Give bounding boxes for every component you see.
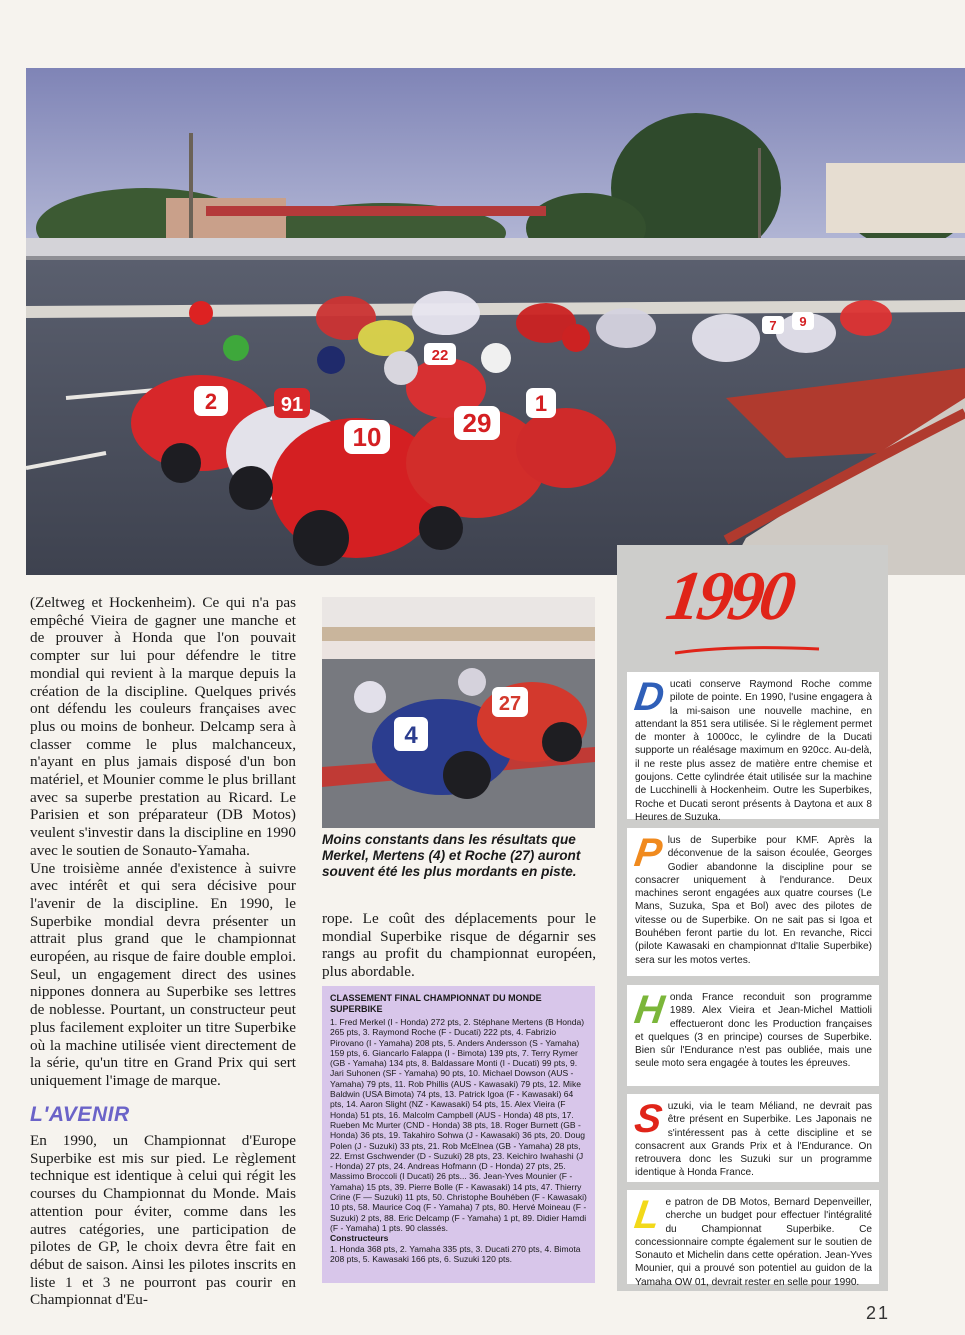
article-column-1 [30,594,296,1090]
page-number: 21 [866,1303,891,1323]
results-constructors: 1. Honda 368 pts, 2. Yamaha 335 pts, 3. Ducati 270 pts, 4. Bimota 208 pts, 5. Kawasaki 166 pts, 6. Suzuki 120 pts. [330,1243,581,1264]
hero-bike-number [194,386,228,416]
article-paragraph: Une troisième année d'existence à suivre avec intérêt et qui sera décisive pour l'avenir de la discipline. En 1990, le Superbike mondial devra présenter un attrait plus grand que le championnat européen, au risque de faire double emploi. Seul, un engagement direct des usines nippones donnera au Superbike ses lettres de noblesse. Pourtant, un constructeur peut plus facilement exploiter un titre Superbike où la machine utilisée vient directement de la série, qu'un titre en Grand Prix qui sert uniquement l'image de marque. [30,859,296,1089]
team-block-suzuki [627,1094,879,1182]
photo-bike-number [394,717,428,751]
article-column-1-continued [30,1132,296,1309]
team-block-text: ucati conserve Raymond Roche comme pilote de pointe. En 1990, l'usine engagera à la mi-saison une nouvelle machine, en attendant la 851 sera utilisée. Si le règlement permet de monter à 1000cc, le cylindre de la Ducati supporte un réalésage maximum en 920cc. Au-delà, il ne reste plus assez de matière entre chemise et goujons. Cette cylindrée était utilisée sur la machine de Lucchinelli à Hockenheim. Outre les Superbikes, Roche et Ducati seront présents à Daytona et aux 8 Heures de Suzuka. [635,679,872,823]
photo-caption: Moins constants dans les résultats que Merkel, Mertens (4) et Roche (27) auront souvent été les plus mordants en piste. [322,832,581,879]
svg-text:7: 7 [769,318,777,333]
article-paragraph: rope. Le coût des déplacements pour le mondial Superbike risque de dégarnir ses rangs au profit du championnat européen, plus abordable. [322,910,596,981]
svg-text:91: 91 [280,394,304,416]
article-paragraph: En 1990, un Championnat d'Europe Superbike est mis sur pied. Le règlement technique est identique à celui qui régit les courses du Championnat du Monde. Mais attention pour éviter, comme dans les autres catégories, une participation de pilotes de GP, le choix devra être fait en début de saison. Ainsi les pilotes inscrits en liste 1 et 3 ne pourront pas courir en Championnat d'Eu- [30,1132,296,1309]
results-riders: 1. Fred Merkel (I - Honda) 272 pts, 2. Stéphane Mertens (B Honda) 265 pts, 3. Raymond Roche (F - Ducati) 222 pts, 4. Fabrizio Pirovano (I - Yamaha) 208 pts, 5. Anders Andersson (S - Yamaha) 159 pts, 6. Giancarlo Falappa (I - Bimota) 139 pts, 7. Terry Rymer (GB - Yamaha) 134 pts, 8. Baldassare Monti (I - Ducati) 99 pts, 9. Jari Suhonen (SF - Yamaha) 90 pts, 10. Michael Dowson (AUS - Yamaha) 79 pts, 11. Rob Phillis (AUS - Kawasaki) 79 pts, 12. Mike Baldwin (USA Bimota) 74 pts, 13. Patrick Igoa (F - Kawasaki) 64 pts, 14. Aaron Slight (NZ - Kawasaki) 54 pts, 15. Alex Vieira (F Honda) 51 pts, 16. Malcolm Campbell (AUS - Honda) 48 pts, 17. Rueben Mc Murter (CND - Honda) 38 pts, 18. Roger Burnett (GB - Honda) 36 pts, 19. Takahiro Sohwa (J - Kawasaki) 36 pts, 20. Doug Polen (J - Suzuki) 33 pts, 21. Rob McElnea (GB - Yamaha) 28 pts, 22. Ernst Gschwender (D - Suzuki) 28 pts, 23. Keichiro Iwahashi (J - Honda) 27 pts, 24. Andreas Hofmann (D - Honda) 27 pts, 25. Massimo Broccoli (I Ducati) 26 pts... 36. Jean-Yves Mounier (F - Yamaha) 15 pts, 39. Pierre Bolle (F - Kawasaki) 14 pts, 47. Thierry Crine (F — Suzuki) 11 pts, 50. Christophe Bouhében (F - Kawasaki) 10 pts, 58. Maurice Coq (F - Yamaha) 7 pts, 80. Hervé Moineau (F - Suzuki) 2 pts, 88. Eric Delcamp (F - Yamaha) 1 pt, 89. Didier Hamdi (F - Yamaha) 1 pts. 90 classés. [330,1017,587,1233]
photo-bike-number [492,687,528,717]
sidebar-1990 [617,545,888,1291]
hero-bike-number [762,316,784,334]
race-detail-photo [322,597,595,828]
results-constructors-label: Constructeurs [330,1233,389,1244]
svg-text:29: 29 [462,408,492,438]
drop-cap: S [631,1097,665,1141]
team-block-kawasaki [627,828,879,976]
drop-cap: P [631,831,665,875]
article-column-2 [322,910,596,981]
results-box [322,986,595,1283]
svg-text:4: 4 [404,722,418,749]
svg-text:2: 2 [204,389,218,414]
drop-cap: H [631,988,667,1032]
hero-bike-number [424,343,456,365]
section-heading: L'AVENIR [30,1103,130,1126]
hero-bike-number [344,420,390,454]
hero-bike-number [274,388,310,418]
hero-bike-number [454,406,500,440]
team-block-text: uzuki, via le team Méliand, ne devrait pas être présent en Superbike. Les Japonais ne s'intéressent pas à cette discipline et se consacrent aux Grands Prix et à l'Endurance. On retrouvera donc les Suzuki sur un programme identique à Honda France. [635,1101,872,1179]
team-block-db-motos [627,1190,879,1288]
svg-text:10: 10 [352,422,382,452]
svg-text:9: 9 [799,314,807,329]
svg-text:27: 27 [498,693,522,715]
team-block-text: lus de Superbike pour KMF. Après la déconvenue de la saison écoulée, Georges Godier abandonne la discipline pour se consacrer uniquement à l'endurance. Deux machines seront engagées aux quatre courses (Le Mans, Suzuka, Spa et Bol) avec des pilotes de vitesse ou de Superbike. On ne sait pas si Igoa et Bouhében feront partie du lot. En revanche, Ricci (pilote Kawasaki en championnat d'Italie Superbike) sera sur les motos vertes. [635,835,872,966]
svg-text:1: 1 [534,391,548,416]
drop-cap: L [631,1193,663,1237]
drop-cap: D [631,675,667,719]
team-block-text: e patron de DB Motos, Bernard Depenveiller, cherche un budget pour effectuer l'intégralité du Championnat Superbike. Ce concessionnaire compte également sur le soutien de Sonauto et Michelin dans cette opération. Jean-Yves Mounier, qui a prouvé son potentiel au guidon de la Yamaha OW 01, devrait rester en selle pour 1990. [635,1197,872,1288]
results-title: CLASSEMENT FINAL CHAMPIONNAT DU MONDE SUPERBIKE [330,993,542,1014]
hero-bike-number [792,312,814,330]
year-underline [673,643,823,657]
sidebar-year: 1990 [661,558,797,635]
article-paragraph: (Zeltweg et Hockenheim). Ce qui n'a pas empêché Vieira de gagner une manche et de prouver à Honda que l'on pouvait compter sur lui pour défendre le titre mondial qui revient à la marque depuis la création de la discipline. Quelques privés ont défendu les couleurs françaises avec plus ou moins de bonheur. Delcamp sera à classer comme le plus malchanceux, n'ayant en plus jamais disposé d'un bon matériel, et Mounier comme le plus brillant avec sa superbe prestation au Ricard. Le Parisien et son préparateur (DB Motos) veulent s'investir dans la discipline en 1990 avec le soutien de Sonauto-Yamaha. [30,594,296,859]
team-block-honda [627,985,879,1086]
team-block-ducati [627,672,879,823]
hero-race-photo [26,68,965,575]
hero-bike-number [526,388,556,418]
svg-text:22: 22 [431,347,449,364]
team-block-text: onda France reconduit son programme 1989. Alex Vieira et Jean-Michel Mattioli effectueront donc les Production françaises et quelques (3 en principe) courses de Superbike. Bien sûr l'Endurance n'est pas oubliée, mais une seule moto sera engagée à toutes les épreuves. [635,992,872,1070]
